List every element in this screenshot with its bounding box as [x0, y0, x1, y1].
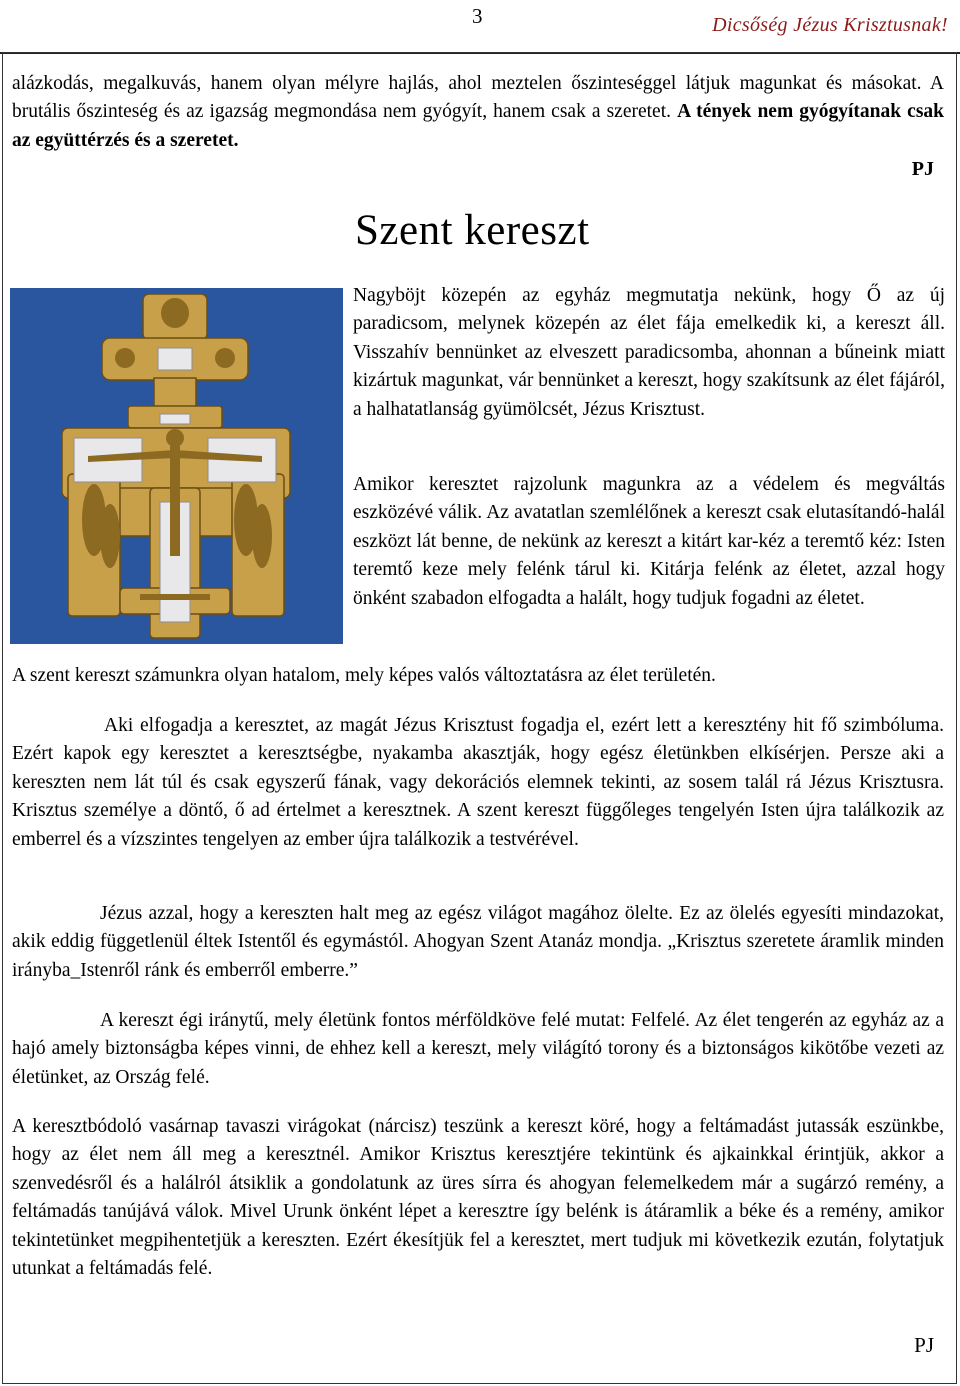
article-signature: PJ	[914, 1333, 934, 1357]
article-title: Szent kereszt	[355, 207, 590, 254]
article-paragraph-1: Nagyböjt közepén az egyház megmutatja nekünk, hogy Ő az új paradicsom, melynek közepén az élet fája emelkedik ki, a kereszt áll. Visszahív bennünket az elveszett paradicsomba, ahonnan a bűneink miatt kizártuk magunkat, vár bennünket a kereszt, hogy szakítsunk az élet fájáról, a halhatatlanság gyümölcsét, Jézus Krisztust.	[353, 285, 945, 420]
intro-text: alázkodás, megalkuvás, hanem olyan mélyre hajlás, ahol meztelen őszinteséggel látjuk magunkat és másokat. A brutális őszinteség és az igazság megmondása nem gyógyít, hanem csak a szeretet.	[12, 73, 944, 123]
article-paragraph-2: Amikor keresztet rajzolunk magunkra az a védelem és megváltás eszközévé válik. Az avatatlan szemlélőnek a kereszt csak elutasítandó-halál eszközt lát benne, de nekünk az kereszt a kitárt kar-kéz a teremtő kéz: Isten teremtő keze mely felénk tárul ki. Kitárja felénk az életet, azzal hogy önként szabadon elfogadta a halált, hogy tudjuk fogadni az életet.	[353, 474, 945, 609]
article-paragraph-6: A kereszt égi iránytű, mely életünk fontos mérföldköve felé mutat: Felfelé. Az élet tengerén az egyház az a hajó amely biztonságba képes vinni, de ehhez kell a kereszt, mely világító torony és a biztonságos kikötőbe vezeti az életünket, az Ország felé.	[12, 1010, 944, 1088]
article-paragraph-3: A szent kereszt számunkra olyan hatalom, mely képes valós változtatásra az élet területén.	[12, 665, 716, 686]
crucifix-image	[10, 288, 343, 644]
crucifix-icon	[10, 288, 343, 644]
article-paragraph-7: A keresztbódoló vasárnap tavaszi virágokat (nárcisz) teszünk a kereszt köré, hogy a feltámadást jutassák eszünkbe, hogy az élet nem áll meg a keresztnél. Amikor Krisztus keresztjére tekintünk és ajkainkkal érintjük, akkor a szenvedésről és a halálról átsiklik a gondolatunk az üres sírra és ahogyan felemelkedem már a sugárzó remény, a feltámadás tanújává válok. Mivel Urunk önként lépet a keresztre így belénk is átáramlik a béke és a remény, amikor tekintetünket megpihentetjük a kereszten. Ezért ékesítjük fel a keresztet, mert tudjuk mi következik ezután, folytatjuk utunkat a feltámadás felé.	[12, 1116, 944, 1280]
page-number: 3	[472, 4, 483, 28]
intro-paragraph	[12, 70, 944, 155]
intro-signature: PJ	[911, 158, 934, 180]
intro-bold-text: A tények nem gyógyítanak csak az együttérzés és a szeretet.	[12, 101, 944, 151]
running-title: Dicsőség Jézus Krisztusnak!	[712, 14, 948, 36]
article-paragraph-4: Aki elfogadja a keresztet, az magát Jézus Krisztust fogadja el, ezért lett a keresztény hit fő szimbóluma. Ezért kapok egy keresztet a keresztségbe, nyakamba akasztják, hogy egész életünkben elkísérjen. Persze aki a kereszten nem lát túl és csak egyszerű fának, vagy dekorációs elemnek tekinti, az sosem talál rá Jézus Krisztusra. Krisztus személye a döntő, ő ad értelmet a keresztnek. A szent kereszt függőleges tengelyén Isten újra találkozik az emberrel és a vízszintes tengelyen az ember újra találkozik a testvérével.	[12, 715, 944, 850]
article-paragraph-5: Jézus azzal, hogy a kereszten halt meg az egész világot magához ölelte. Ez az ölelés egyesíti mindazokat, akik eddig függetlenül éltek Istentől és egymástól. Ahogyan Szent Atanáz mondja. „Krisztus szeretete áramlik minden irányba_Istenről ránk és emberről emberre.”	[12, 903, 944, 981]
